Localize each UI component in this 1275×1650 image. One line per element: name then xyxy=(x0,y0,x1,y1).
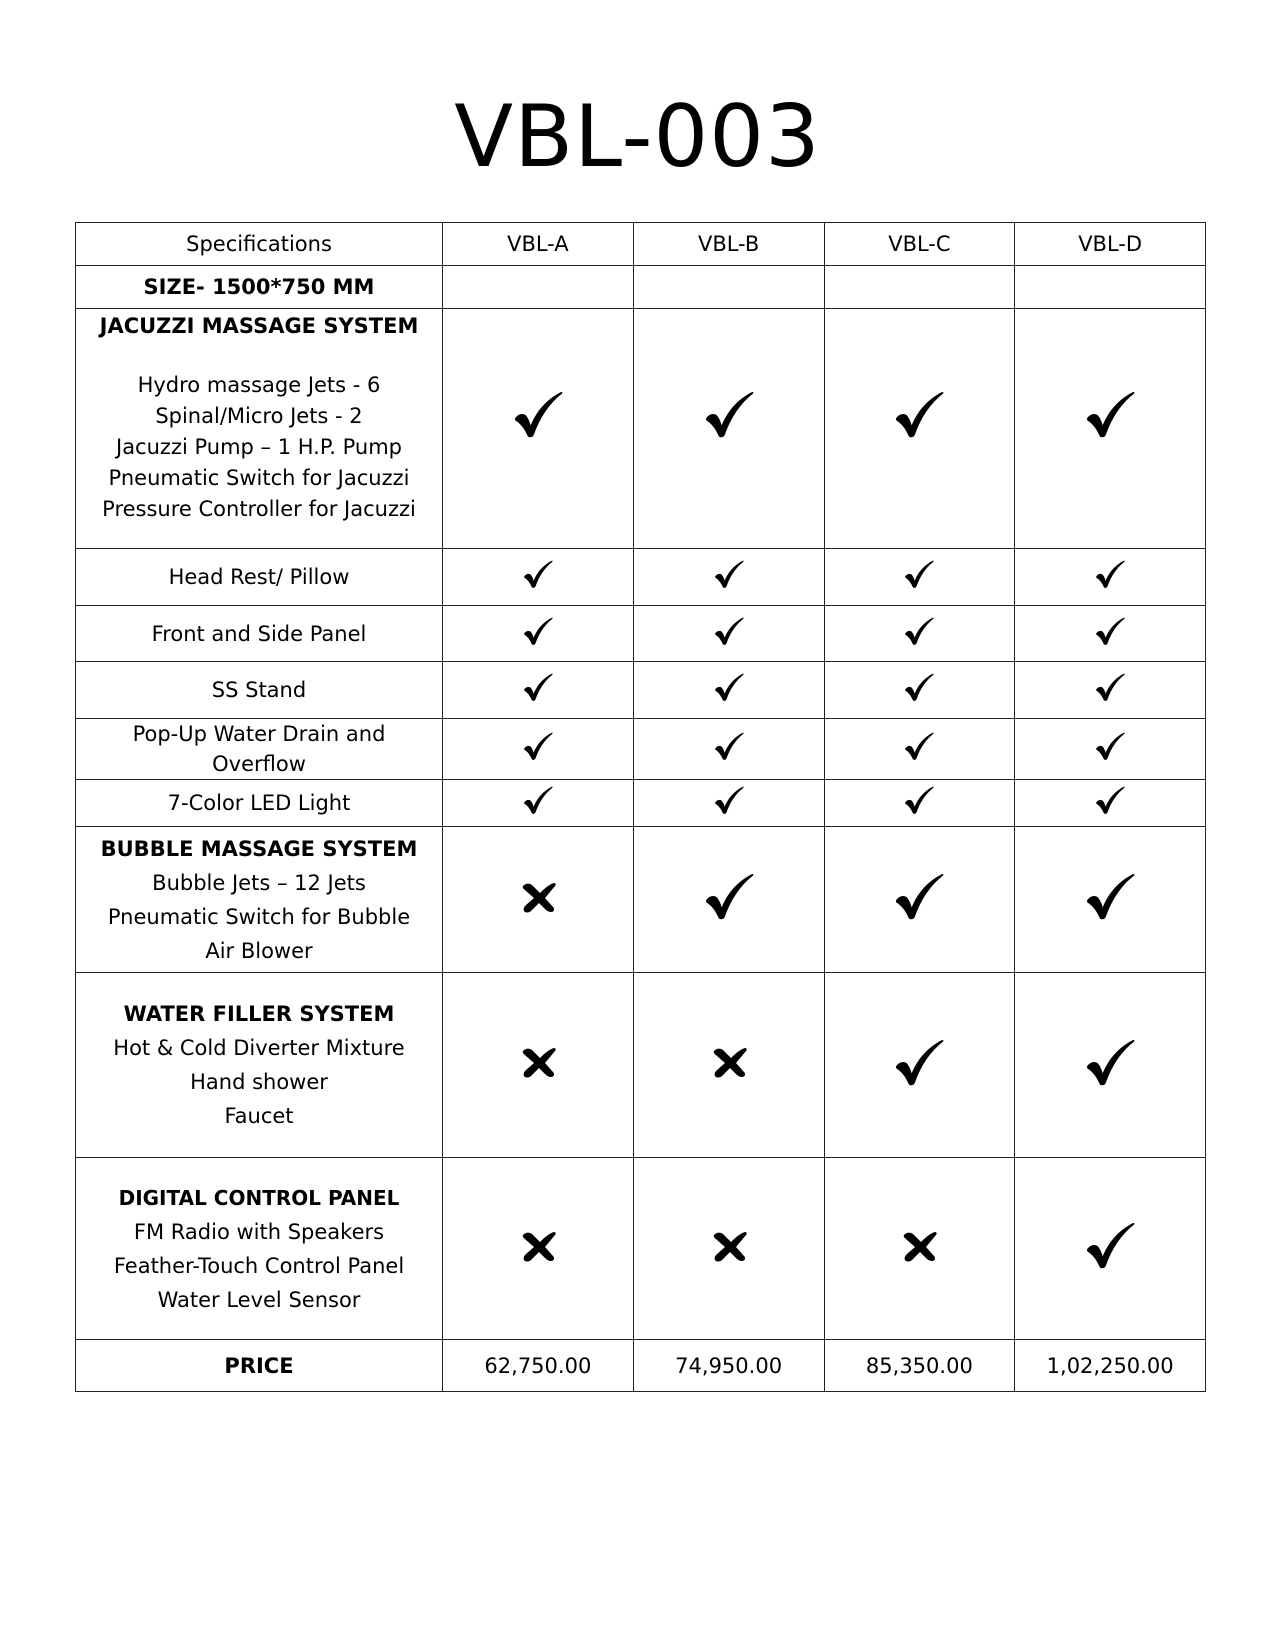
feature-item: Water Level Sensor xyxy=(157,1287,361,1312)
price-value: 74,950.00 xyxy=(633,1340,824,1392)
feature-item: Pressure Controller for Jacuzzi xyxy=(102,497,416,521)
bubble-title: BUBBLE MASSAGE SYSTEM xyxy=(100,836,418,861)
feature-item: Pneumatic Switch for Bubble xyxy=(107,904,411,929)
check-icon xyxy=(714,673,744,702)
mark-cell xyxy=(633,309,824,549)
mark-cell xyxy=(1015,549,1206,606)
digital-control-title: DIGITAL CONTROL PANEL xyxy=(118,1185,400,1210)
mark-cell xyxy=(443,973,634,1158)
feature-label-line: Pop-Up Water Drain and xyxy=(132,722,386,746)
mark-cell xyxy=(443,780,634,827)
mark-cell xyxy=(824,662,1015,719)
mark-cell xyxy=(1015,1158,1206,1340)
mark-cell xyxy=(633,827,824,973)
feature-item: Bubble Jets – 12 Jets xyxy=(152,870,366,895)
jacuzzi-cell xyxy=(76,309,443,549)
size-cell xyxy=(1015,266,1206,309)
feature-item: Feather-Touch Control Panel xyxy=(113,1253,405,1278)
mark-cell xyxy=(1015,662,1206,719)
mark-cell xyxy=(824,549,1015,606)
digital-control-row xyxy=(76,1158,1206,1340)
size-row xyxy=(76,266,1206,309)
check-icon xyxy=(894,1039,944,1087)
check-icon xyxy=(523,617,553,646)
jacuzzi-row xyxy=(76,309,1206,549)
mark-cell xyxy=(824,827,1015,973)
header-vbl-d: VBL-D xyxy=(1015,223,1206,266)
mark-cell xyxy=(443,309,634,549)
cross-icon xyxy=(520,881,556,914)
mark-cell xyxy=(824,719,1015,780)
header-vbl-c: VBL-C xyxy=(824,223,1015,266)
mark-cell xyxy=(633,662,824,719)
mark-cell xyxy=(1015,973,1206,1158)
check-icon xyxy=(1095,673,1125,702)
feature-item: FM Radio with Speakers xyxy=(133,1219,385,1244)
check-icon xyxy=(714,786,744,815)
feature-row xyxy=(76,719,1206,780)
mark-cell xyxy=(633,549,824,606)
feature-item: Hot & Cold Diverter Mixture xyxy=(113,1036,405,1060)
check-icon xyxy=(523,732,553,761)
feature-item: Faucet xyxy=(224,1104,294,1128)
header-specifications: Specifications xyxy=(76,223,443,266)
mark-cell xyxy=(1015,606,1206,662)
price-value: 62,750.00 xyxy=(443,1340,634,1392)
price-value: 85,350.00 xyxy=(824,1340,1015,1392)
size-label: SIZE- 1500*750 MM xyxy=(76,266,443,309)
check-icon xyxy=(523,786,553,815)
digital-control-cell xyxy=(76,1158,443,1340)
feature-label: SS Stand xyxy=(76,662,443,719)
feature-item: Hydro massage Jets - 6 xyxy=(137,373,381,397)
feature-label-line: Overflow xyxy=(212,752,306,776)
page-title: VBL-003 xyxy=(454,87,821,187)
check-icon xyxy=(1095,560,1125,589)
feature-label: Front and Side Panel xyxy=(76,606,443,662)
check-icon xyxy=(904,560,934,589)
feature-row xyxy=(76,606,1206,662)
check-icon xyxy=(1085,1222,1135,1270)
price-label: PRICE xyxy=(76,1340,443,1392)
check-icon xyxy=(904,786,934,815)
feature-item: Air Blower xyxy=(205,938,313,963)
check-icon xyxy=(1095,786,1125,815)
check-icon xyxy=(1095,617,1125,646)
mark-cell xyxy=(443,719,634,780)
check-icon xyxy=(714,732,744,761)
mark-cell xyxy=(824,973,1015,1158)
mark-cell xyxy=(633,606,824,662)
mark-cell xyxy=(1015,719,1206,780)
mark-cell xyxy=(633,780,824,827)
feature-row xyxy=(76,780,1206,827)
bubble-row xyxy=(76,827,1206,973)
check-icon xyxy=(904,732,934,761)
price-value: 1,02,250.00 xyxy=(1015,1340,1206,1392)
table-header-row xyxy=(76,223,1206,266)
feature-item: Jacuzzi Pump – 1 H.P. Pump xyxy=(116,435,402,459)
cross-icon xyxy=(520,1230,556,1263)
mark-cell xyxy=(824,309,1015,549)
check-icon xyxy=(1095,732,1125,761)
mark-cell xyxy=(443,606,634,662)
feature-row xyxy=(76,662,1206,719)
check-icon xyxy=(1085,391,1135,439)
feature-item: Hand shower xyxy=(190,1070,328,1094)
water-filler-title: WATER FILLER SYSTEM xyxy=(123,1002,395,1026)
check-icon xyxy=(513,391,563,439)
specifications-table xyxy=(75,222,1206,1392)
cross-icon xyxy=(711,1230,747,1263)
mark-cell xyxy=(824,1158,1015,1340)
mark-cell xyxy=(633,973,824,1158)
mark-cell xyxy=(1015,827,1206,973)
price-row xyxy=(76,1340,1206,1392)
feature-label: Head Rest/ Pillow xyxy=(76,549,443,606)
check-icon xyxy=(1085,1039,1135,1087)
mark-cell xyxy=(1015,780,1206,827)
water-filler-cell xyxy=(76,973,443,1158)
feature-item: Spinal/Micro Jets - 2 xyxy=(155,404,363,428)
mark-cell xyxy=(633,1158,824,1340)
mark-cell xyxy=(443,827,634,973)
feature-item: Pneumatic Switch for Jacuzzi xyxy=(108,466,410,490)
cross-icon xyxy=(901,1230,937,1263)
size-cell xyxy=(633,266,824,309)
mark-cell xyxy=(1015,309,1206,549)
size-cell xyxy=(443,266,634,309)
mark-cell xyxy=(443,662,634,719)
check-icon xyxy=(704,873,754,921)
mark-cell xyxy=(443,549,634,606)
jacuzzi-title: JACUZZI MASSAGE SYSTEM xyxy=(99,314,419,338)
check-icon xyxy=(904,673,934,702)
mark-cell xyxy=(443,1158,634,1340)
feature-row xyxy=(76,549,1206,606)
header-vbl-b: VBL-B xyxy=(633,223,824,266)
cross-icon xyxy=(711,1046,747,1079)
water-filler-row xyxy=(76,973,1206,1158)
header-vbl-a: VBL-A xyxy=(443,223,634,266)
mark-cell xyxy=(824,606,1015,662)
mark-cell xyxy=(824,780,1015,827)
check-icon xyxy=(523,673,553,702)
check-icon xyxy=(904,617,934,646)
feature-label: 7-Color LED Light xyxy=(76,780,443,827)
size-cell xyxy=(824,266,1015,309)
check-icon xyxy=(714,560,744,589)
check-icon xyxy=(894,391,944,439)
check-icon xyxy=(704,391,754,439)
check-icon xyxy=(894,873,944,921)
check-icon xyxy=(714,617,744,646)
mark-cell xyxy=(633,719,824,780)
cross-icon xyxy=(520,1046,556,1079)
check-icon xyxy=(523,560,553,589)
bubble-cell xyxy=(76,827,443,973)
check-icon xyxy=(1085,873,1135,921)
feature-label xyxy=(76,719,443,780)
